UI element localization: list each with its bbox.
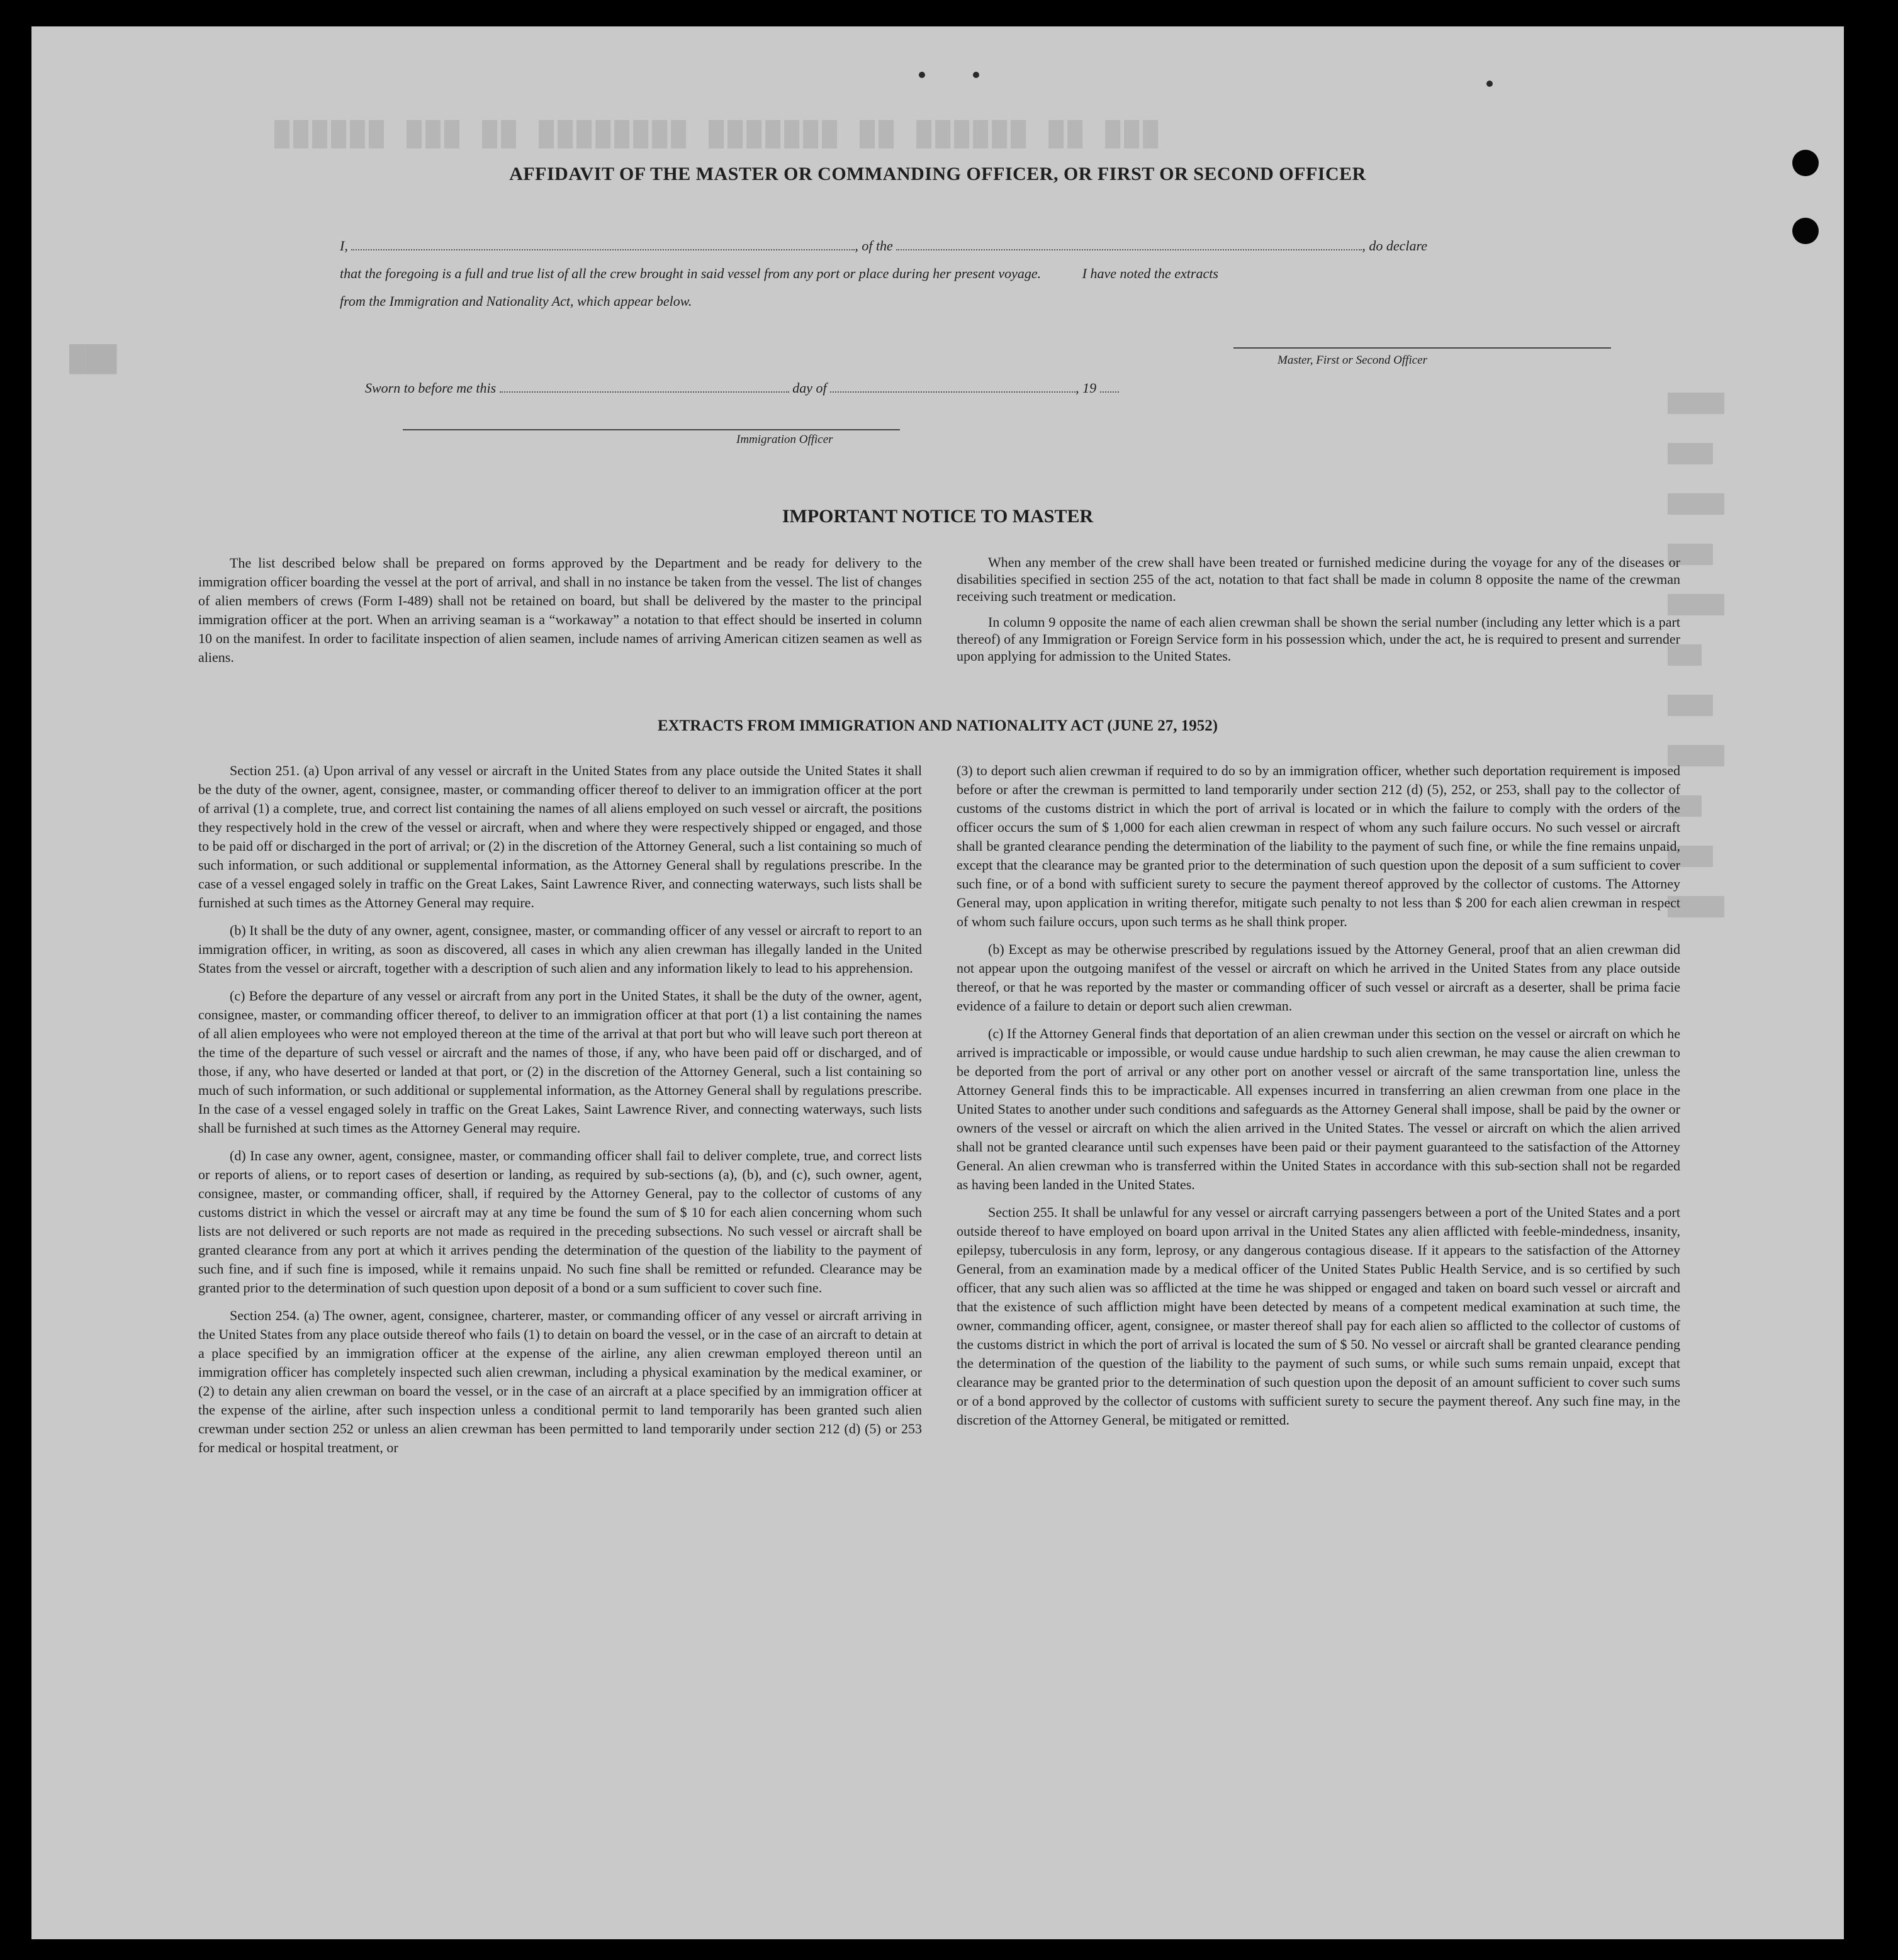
extracts-title: EXTRACTS FROM IMMIGRATION AND NATIONALITY ACT (JUNE 27, 1952) — [657, 717, 1218, 734]
notice-paragraph: When any member of the crew shall have been treated or furnished medicine during the voyage for any of the diseases or disabilities specified in section 255 of the act, notation to that fact shall be made in column 8 opposite the name of the crewman receiving such treatment or medication. — [957, 554, 1680, 604]
immigration-officer-caption: Immigration Officer — [736, 433, 833, 446]
sworn-line — [365, 380, 1119, 396]
notice-left-column — [198, 554, 922, 676]
sworn-year-field[interactable] — [1100, 391, 1119, 393]
vessel-field[interactable] — [896, 249, 1362, 250]
master-signature-line[interactable] — [1233, 347, 1611, 349]
speck — [919, 72, 925, 78]
statute-paragraph: (c) If the Attorney General finds that deportation of an alien crewman under this section on the vessel or aircraft on which he arrived is impracticable or impossible, or would cause undue hardship to such alien crewman, he may cause the alien crewman to be deported from the port of arrival or any other port on another vessel or aircraft of the same transportation line, unless the Attorney General finds this to be impracticable. All expenses incurred in transferring an alien crewman from one place in the United States to another under such conditions and safeguards as the Attorney General shall impose, shall be paid by the owner or owners of the vessel or aircraft on which the alien arrived in the United States. The vessel or aircraft on which the alien arrived shall not be granted clearance until such expenses have been paid or their payment guaranteed to the satisfaction of the Attorney General. An alien crewman who is transferred within the United States in accordance with this sub-section shall not be regarded as having been landed in the United States. — [957, 1026, 1680, 1192]
statute-paragraph: (b) Except as may be otherwise prescribed by regulations issued by the Attorney General, proof that an alien crewman did not appear upon the outgoing manifest of the vessel or aircraft on which he arrived in the United States from any place outside thereof, or that he was reported by the master or commanding officer of such vessel or aircraft as a deserter, shall be prima facie evidence of a failure to detain or deport such alien crewman. — [957, 941, 1680, 1014]
speck — [973, 72, 979, 78]
notice-title: IMPORTANT NOTICE TO MASTER — [782, 506, 1094, 527]
immigration-officer-signature-line[interactable] — [403, 429, 900, 430]
affidavit-text: I have noted the extracts — [1082, 266, 1218, 281]
notice-paragraph: In column 9 opposite the name of each alien crewman shall be shown the serial number (including any letter which is a part thereof) of any Immigration or Foreign Service form in his possession which, under the act, he is required to present and surrender upon applying for admission to the United States. — [957, 614, 1680, 664]
statute-paragraph: (3) to deport such alien crewman if required to do so by an immigration officer, whether such deportation requirement is imposed before or after the crewman is permitted to land temporarily under section 212 (d) (5), 252, or 253, shall pay to the collector of customs of the customs district in which the port of arrival is located or in which the failure to comply with the orders of the officer occurs the sum of $ 1,000 for each alien crewman in respect of whom any such failure occurs. No such vessel or aircraft shall be granted clearance pending the determination of the liability to the payment of such fine, or while the fine remains unpaid, except that the clearance may be granted prior to the determination of such question upon the deposit of a sum sufficient to cover such fine, or of a bond with sufficient surety to secure the payment thereof approved by the collector of customs. The Attorney General may, upon application in writing therefor, mitigate such penalty to not less than $ 200 for each alien crewman in respect of whom such failure occurs, upon such terms as he shall think proper. — [957, 763, 1680, 929]
year-label: , 19 — [1075, 380, 1097, 396]
statute-paragraph: Section 251. (a) Upon arrival of any vessel or aircraft in the United States from any place outside the United States it shall be the duty of the owner, agent, consignee, master, or commanding officer thereof to deliver to an immigration officer at the port of arrival (1) a complete, true, and correct list containing the names of all aliens employed on such vessel or aircraft, the positions they respectively hold in the crew of the vessel or aircraft, when and where they were respectively shipped or engaged, and those to be paid off or discharged in the port of arrival; or (2) in the discretion of the Attorney General, such a list containing so much of such information, or such additional or supplemental information, as the Attorney General shall by regulations prescribe. In the case of a vessel engaged solely in traffic on the Great Lakes, Saint Lawrence River, and connecting waterways, such lists shall be furnished at such times as the Attorney General may require. — [198, 763, 922, 910]
statute-paragraph: (c) Before the departure of any vessel or aircraft from any port in the United States, it shall be the duty of the owner, agent, consignee, master, or commanding officer thereof, to deliver to an immigration officer at that port (1) a list containing the names of all alien employees who were not employed thereon at the time of the arrival at that port but who will leave such port thereon at the time of the departure of such vessel or aircraft and the names of those, if any, who have been paid off or discharged, and of those, if any, who have deserted or landed at that port, or (2) in the discretion of the Attorney General, such a list containing so much of such information, or such additional or supplemental information, as the Attorney General shall by regulations prescribe. In the case of a vessel engaged solely in traffic on the Great Lakes, Saint Lawrence River, and connecting waterways, such lists shall be furnished at such times as the Attorney General may require. — [198, 988, 922, 1136]
statute-paragraph: (b) It shall be the duty of any owner, agent, consignee, master, or commanding officer of any vessel or aircraft to report to an immigration officer, in writing, as soon as discovered, all cases in which any alien crewman has illegally landed in the United States from the vessel or aircraft, together with a description of such alien and any information likely to lead to his apprehension. — [198, 922, 922, 976]
sworn-month-field[interactable] — [830, 391, 1075, 393]
bleed-through-artifact: ███ — [69, 344, 117, 374]
speck — [1486, 81, 1493, 87]
i-label: I, — [340, 238, 348, 254]
bleed-through-artifact: ███ ██ ██████ ██ ███████ ████████ ██ ███ ██████ — [271, 121, 1159, 149]
punch-hole — [1792, 218, 1819, 244]
extracts-right-column — [957, 761, 1680, 1438]
sworn-day-field[interactable] — [500, 391, 789, 393]
day-of-label: day of — [792, 380, 827, 396]
affidavit-text: from the Immigration and Nationality Act, which appear below. — [340, 293, 692, 309]
affidavit-line-2 — [340, 266, 1218, 282]
affidavit-text: that the foregoing is a full and true list of all the crew brought in said vessel from any port or place during her present voyage. — [340, 266, 1042, 281]
affidavit-title: AFFIDAVIT OF THE MASTER OR COMMANDING OFFICER, OR FIRST OR SECOND OFFICER — [509, 164, 1366, 184]
statute-paragraph: Section 255. It shall be unlawful for any vessel or aircraft carrying passengers between a port of the United States and a port outside thereof to have employed on board upon arrival in the United States any alien afflicted with feeble-mindedness, insanity, epilepsy, tuberculosis in any form, leprosy, or any dangerous contagious disease. If it appears to the satisfaction of the Attorney General, from an examination made by a medical officer of the United States Public Health Service, and is so certified by such officer, that any such alien was so afflicted at the time he was shipped or engaged and taken on board such vessel or aircraft and that the existence of such affliction might have been detected by means of a competent medical examination at such time, the owner, commanding officer, agent, consignee, or master thereof shall pay for each alien so afflicted to the collector of customs of the customs district in which the port of arrival is located the sum of $ 50. No vessel or aircraft shall be granted clearance pending the determination of the question of the liability to the payment of such sums, or while such sums remain unpaid, except that clearance may be granted prior to the determination of such question upon the deposit of an amount sufficient to cover such sums or of a bond approved by the collector of customs with sufficient surety to secure the payment thereof. Any such fine may, in the discretion of the Attorney General, be mitigated or remitted. — [957, 1204, 1680, 1428]
notice-right-column — [957, 554, 1680, 673]
do-declare-label: , do declare — [1362, 238, 1427, 254]
extracts-left-column — [198, 761, 922, 1466]
sworn-label: Sworn to before me this — [365, 380, 497, 396]
of-the-label: , of the — [855, 238, 893, 254]
master-signature-caption: Master, First or Second Officer — [1278, 354, 1428, 367]
bleed-through-artifact: █████ ████ █████ ████ █████ ███ ████ █████ ███ ████ █████ — [1668, 393, 1725, 918]
affidavit-line-3 — [340, 293, 692, 310]
affidavit-declaration-line — [340, 238, 1427, 254]
statute-paragraph: Section 254. (a) The owner, agent, consignee, charterer, master, or commanding officer of any vessel or aircraft arriving in the United States from any place outside thereof who fails (1) to detain on board the vessel, or in the case of an aircraft to detain at a place specified by an immigration officer at the expense of the airline, any alien crewman employed thereon until an immigration officer has completely inspected such alien crewman, including a physical examination by the medical examiner, or (2) to detain any alien crewman on board the vessel, or in the case of an aircraft at a place specified by an immigration officer at the expense of the airline, after such inspection unless a conditional permit to land temporarily has been granted such alien crewman under section 252 or unless an alien crewman has been permitted to land temporarily under section 212 (d) (5) or 253 for medical or hospital treatment, or — [198, 1308, 922, 1455]
document-page — [31, 26, 1844, 1939]
notice-paragraph: The list described below shall be prepared on forms approved by the Department and be ready for delivery to the immigration officer boarding the vessel at the port of arrival, and shall in no instance be taken from the vessel. The list of changes of alien members of crews (Form I-489) shall not be retained on board, but shall be delivered by the master to the principal immigration officer at the port. When an arriving seaman is a “workaway” a notation to that effect should be inserted in column 10 on the manifest. In order to facilitate inspection of alien seamen, include names of arriving American citizen seamen as well as aliens. — [198, 555, 922, 665]
statute-paragraph: (d) In case any owner, agent, consignee, master, or commanding officer shall fail to deliver complete, true, and correct lists or reports of aliens, or to report cases of desertion or landing, as required by sub-sections (a), (b), and (c), such owner, agent, consignee, master, or commanding officer, shall, if required by the Attorney General, pay to the collector of customs of any customs district in which the vessel or aircraft may at any time be found the sum of $ 10 for each alien concerning whom such lists are not delivered or such reports are not made as required in the preceding subsections. No such vessel or aircraft shall be granted clearance from any port at which it arrives pending the determination of the question of the liability to the payment of such fine, and if such fine is imposed, while it remains unpaid. No such fine shall be remitted or refunded. Clearance may be granted prior to the determination of such question upon deposit of a bond or a sum sufficient to cover such fine. — [198, 1148, 922, 1296]
name-field[interactable] — [351, 249, 855, 250]
